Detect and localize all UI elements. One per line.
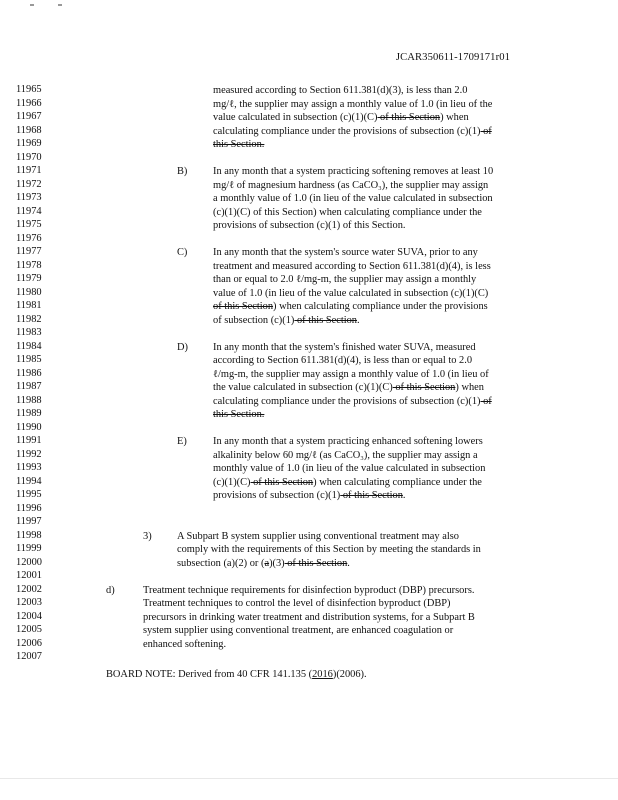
text-line: subsection (a)(2) or (a)(3) of this Section. [177, 557, 350, 569]
text-line: Treatment technique requirements for disinfection byproduct (DBP) precursors. [143, 584, 475, 596]
line-number: 11986 [16, 367, 42, 379]
deleted-text: this Section. [213, 139, 265, 150]
text-line: of subsection (c)(1) of this Section. [213, 314, 360, 326]
line-number: 12007 [16, 651, 42, 662]
item-label: D) [177, 341, 188, 353]
deleted-text: of [480, 125, 492, 137]
line-number: 11990 [16, 421, 42, 433]
deleted-text: of this Section [377, 112, 441, 123]
text-line: alkalinity below 60 mg/ℓ (as CaCO₃), the supplier may assign a [213, 449, 478, 461]
item-label: C) [177, 247, 188, 258]
text-line: provisions of subsection (c)(1) of this Section. [213, 490, 406, 501]
text-line: In any month that a system practicing softening removes at least 10 [213, 166, 494, 177]
text-line: Treatment techniques to control the level of disinfection byproduct (DBP) [143, 598, 451, 609]
item-label: B) [177, 166, 188, 177]
text-line: In any month that a system practicing enhanced softening lowers [213, 436, 483, 447]
line-number: 11978 [16, 259, 42, 271]
board-note: BOARD NOTE: Derived from 40 CFR 141.135 (2016)(2006). [106, 669, 367, 680]
text-line: enhanced softening. [143, 638, 227, 650]
line-number: 11969 [16, 138, 42, 149]
text-line: according to Section 611.381(d)(4), is less than or equal to 2.0 [213, 355, 473, 366]
line-number: 11988 [16, 394, 42, 406]
line-number: 11970 [16, 151, 42, 163]
item-label: 3) [143, 530, 152, 542]
line-number: 11982 [16, 313, 42, 325]
text-line: measured according to Section 611.381(d)(3), is less than 2.0 [213, 85, 468, 96]
document-id: JCAR350611-1709171r01 [395, 52, 510, 63]
text-line: value calculated in subsection (c)(1)(C) of this Section) when [213, 112, 469, 123]
deleted-text: of [480, 395, 492, 407]
deleted-text: of this Section [213, 301, 274, 312]
line-number: 11987 [16, 381, 42, 392]
line-number: 11971 [16, 165, 42, 176]
line-number: 11999 [16, 543, 42, 554]
line-number: 11979 [16, 273, 42, 284]
text-line: calculating compliance under the provisions of subsection (c)(1) of [213, 125, 492, 137]
scan-artifact [30, 4, 34, 6]
text-line: comply with the requirements of this Section by meeting the standards in [177, 544, 481, 555]
scan-artifact [58, 4, 62, 6]
text-line: (c)(1)(C) of this Section) when calculating compliance under the [213, 206, 482, 218]
line-number: 12004 [16, 610, 42, 622]
text-line: In any month that the system's finished water SUVA, measured [213, 341, 476, 353]
inserted-text: 2016 [312, 669, 333, 680]
text-line: monthly value of 1.0 (in lieu of the value calculated in subsection [213, 463, 486, 474]
text-line: provisions of subsection (c)(1) of this Section. [213, 220, 406, 231]
text-line: calculating compliance under the provisions of subsection (c)(1) of [213, 395, 492, 407]
line-number: 11996 [16, 502, 42, 514]
line-number: 11991 [16, 435, 42, 446]
text-line: In any month that the system's source water SUVA, prior to any [213, 247, 478, 258]
deleted-text: of this Section [340, 490, 403, 501]
line-number: 11967 [16, 111, 42, 122]
line-number: 12001 [16, 570, 42, 581]
line-number: 11976 [16, 232, 42, 244]
line-number: 12002 [16, 583, 42, 595]
item-label: E) [177, 436, 187, 447]
line-number: 11993 [16, 462, 42, 473]
line-number: 11994 [16, 475, 42, 487]
text-line: the value calculated in subsection (c)(1)(C) of this Section) when [213, 382, 484, 393]
line-number: 11989 [16, 408, 42, 419]
text-line: A Subpart B system supplier using conventional treatment may also [177, 530, 459, 542]
text-line: than or equal to 2.0 ℓ/mg-m, the supplier may assign a monthly [213, 274, 477, 285]
line-number: 11981 [16, 300, 42, 311]
line-number: 11968 [16, 124, 42, 136]
line-number: 12005 [16, 624, 42, 635]
text-line: (c)(1)(C) of this Section) when calculating compliance under the [213, 476, 482, 488]
line-number: 12003 [16, 597, 42, 608]
text-line: mg/ℓ, the supplier may assign a monthly value of 1.0 (in lieu of the [213, 98, 493, 110]
line-number: 11992 [16, 448, 42, 460]
deleted-text: of this Section [284, 557, 348, 569]
line-number: 11965 [16, 84, 42, 95]
text-line: precursors in drinking water treatment and distribution systems, for a Subpart B [143, 611, 475, 623]
deleted-text: of this Section [294, 314, 358, 326]
text-line: of this Section) when calculating compliance under the provisions [213, 301, 488, 312]
line-number: 11997 [16, 516, 42, 527]
text-line: system supplier using conventional treatment, are enhanced coagulation or [143, 625, 454, 636]
line-number: 11995 [16, 489, 42, 500]
deleted-text: of this Section [392, 382, 456, 393]
line-number: 11972 [16, 178, 42, 190]
deleted-text: a [264, 557, 270, 569]
line-number: 12006 [16, 637, 42, 649]
text-line: ℓ/mg-m, the supplier may assign a monthly value of 1.0 (in lieu of [213, 368, 489, 380]
page-edge [0, 778, 618, 779]
text-line: value of 1.0 (in lieu of the value calculated in subsection (c)(1)(C) [213, 287, 489, 299]
deleted-text: of this Section [250, 476, 314, 488]
line-number: 11966 [16, 97, 42, 109]
line-number: 11998 [16, 529, 42, 541]
line-number: 11984 [16, 340, 42, 352]
item-label: d) [106, 584, 115, 596]
line-number: 12000 [16, 556, 42, 568]
line-number: 11985 [16, 354, 42, 365]
text-line: treatment and measured according to Section 611.381(d)(4), is less [213, 260, 491, 272]
line-number: 11980 [16, 286, 42, 298]
deleted-text: this Section. [213, 409, 265, 420]
line-number: 11973 [16, 192, 42, 203]
line-number: 11975 [16, 219, 42, 230]
line-number: 11977 [16, 246, 42, 257]
line-number: 11974 [16, 205, 42, 217]
text-line: mg/ℓ of magnesium hardness (as CaCO₃), the supplier may assign [213, 179, 489, 191]
line-number: 11983 [16, 327, 42, 338]
text-line: a monthly value of 1.0 (in lieu of the value calculated in subsection [213, 193, 493, 204]
